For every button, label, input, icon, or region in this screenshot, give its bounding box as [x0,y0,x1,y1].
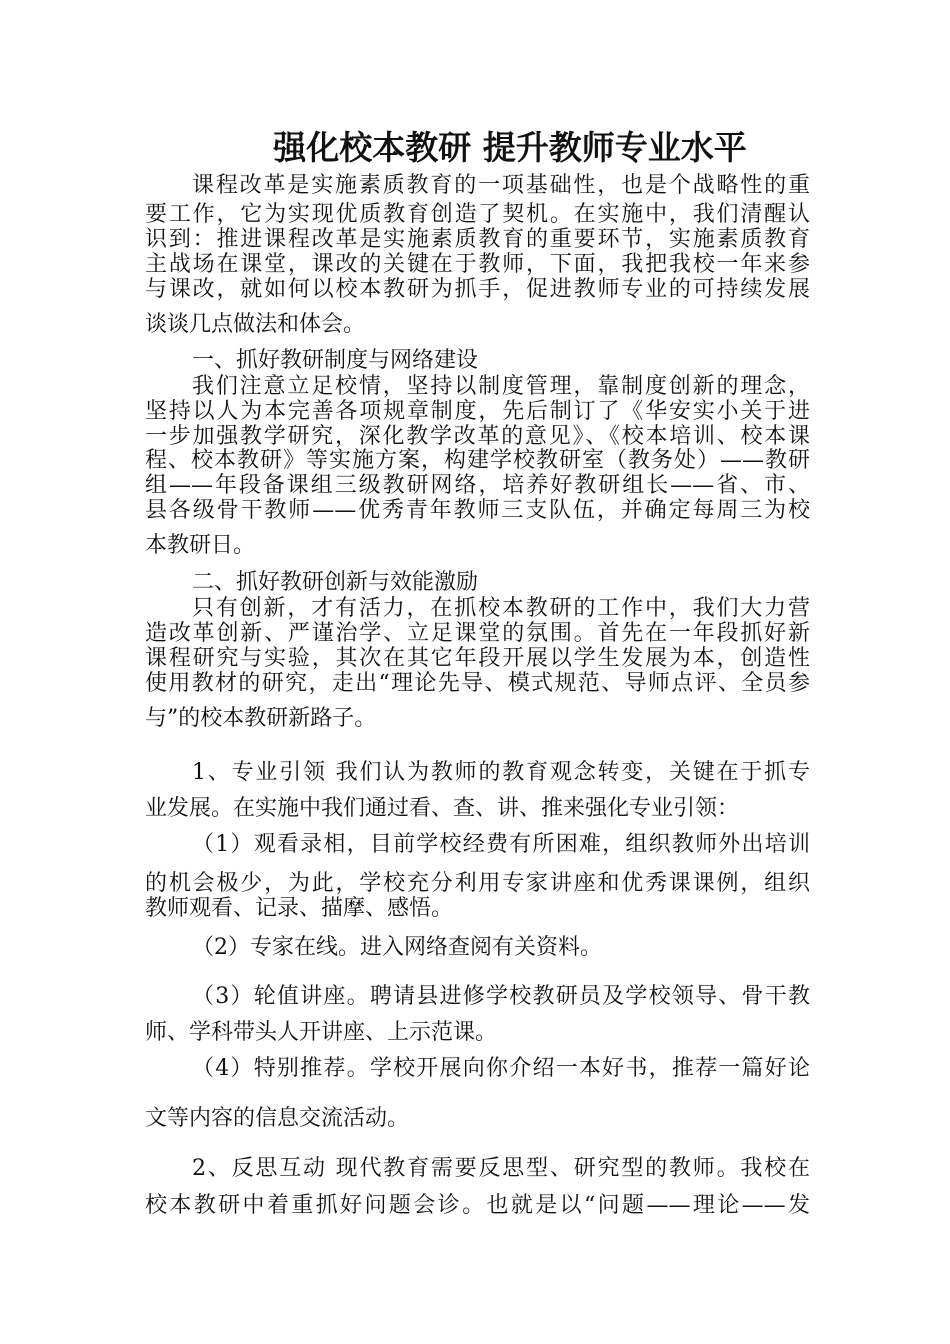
text-line: （4）特别推荐。学校开展向你介绍一本好书，推荐一篇好论 [192,1056,810,1081]
text-line: 使用教材的研究，走出“理论先导、模式规范、导师点评、全员参 [145,671,810,696]
text-line: 师、学科带头人开讲座、上示范课。 [145,1020,498,1045]
text-line: 程、校本教研》等实施方案，构建学校教研室（教务处）——教研 [145,448,810,473]
text-line: 1、专业引领 我们认为教师的教育观念转变，关键在于抓专 [192,760,810,785]
text-line: （2）专家在线。进入网络查阅有关资料。 [192,935,602,960]
text-line: （1）观看录相，目前学校经费有所困难，组织教师外出培训 [192,832,810,857]
text-line: 课程研究与实验，其次在其它年段开展以学生发展为本，创造性 [145,646,810,671]
text-line: 要工作，它为实现优质教育创造了契机。在实施中，我们清醒认 [145,202,810,227]
text-line: 主战场在课堂，课改的关键在于教师，下面，我把我校一年来参 [145,252,810,277]
text-line: 的机会极少，为此，学校充分利用专家讲座和优秀课课例，组织 [145,871,810,896]
text-line: 文等内容的信息交流活动。 [145,1106,410,1131]
text-line: 2、反思互动 现代教育需要反思型、研究型的教师。我校在 [192,1156,810,1181]
text-line: （3）轮值讲座。聘请县进修学校教研员及学校领导、骨干教 [192,984,810,1009]
section-heading: 二、抓好教研创新与效能激励 [192,570,479,595]
text-line: 县各级骨干教师——优秀青年教师三支队伍，并确定每周三为校 [145,498,810,523]
text-line: 我们注意立足校情，坚持以制度管理，靠制度创新的理念， [192,374,810,399]
text-line: 与”的校本教研新路子。 [145,706,377,731]
text-line: 课程改革是实施素质教育的一项基础性，也是个战略性的重 [192,173,810,198]
text-line: 造改革创新、严谨治学、立足课堂的氛围。首先在一年段抓好新 [145,621,810,646]
text-line: 谈谈几点做法和体会。 [145,312,366,337]
section-heading: 一、抓好教研制度与网络建设 [192,348,479,373]
text-line: 本教研日。 [145,533,256,558]
text-line: 坚持以人为本完善各项规章制度，先后制订了《华安实小关于进 [145,399,810,424]
text-line: 业发展。在实施中我们通过看、查、讲、推来强化专业引领： [145,796,740,821]
text-line: 与课改，就如何以校本教研为抓手，促进教师专业的可持续发展 [145,277,810,302]
text-line: 识到：推进课程改革是实施素质教育的重要环节，实施素质教育 [145,227,810,252]
text-line: 教师观看、记录、描摩、感悟。 [145,896,454,921]
document-title: 强化校本教研 提升教师专业水平 [273,128,747,167]
text-line: 只有创新，才有活力，在抓校本教研的工作中，我们大力营 [192,596,810,621]
text-line: 校本教研中着重抓好问题会诊。也就是以“问题——理论——发 [145,1193,810,1218]
text-line: 一步加强教学研究，深化教学改革的意见》、《校本培训、校本课 [145,424,810,449]
text-line: 组——年段备课组三级教研网络，培养好教研组长——省、市、 [145,473,810,498]
